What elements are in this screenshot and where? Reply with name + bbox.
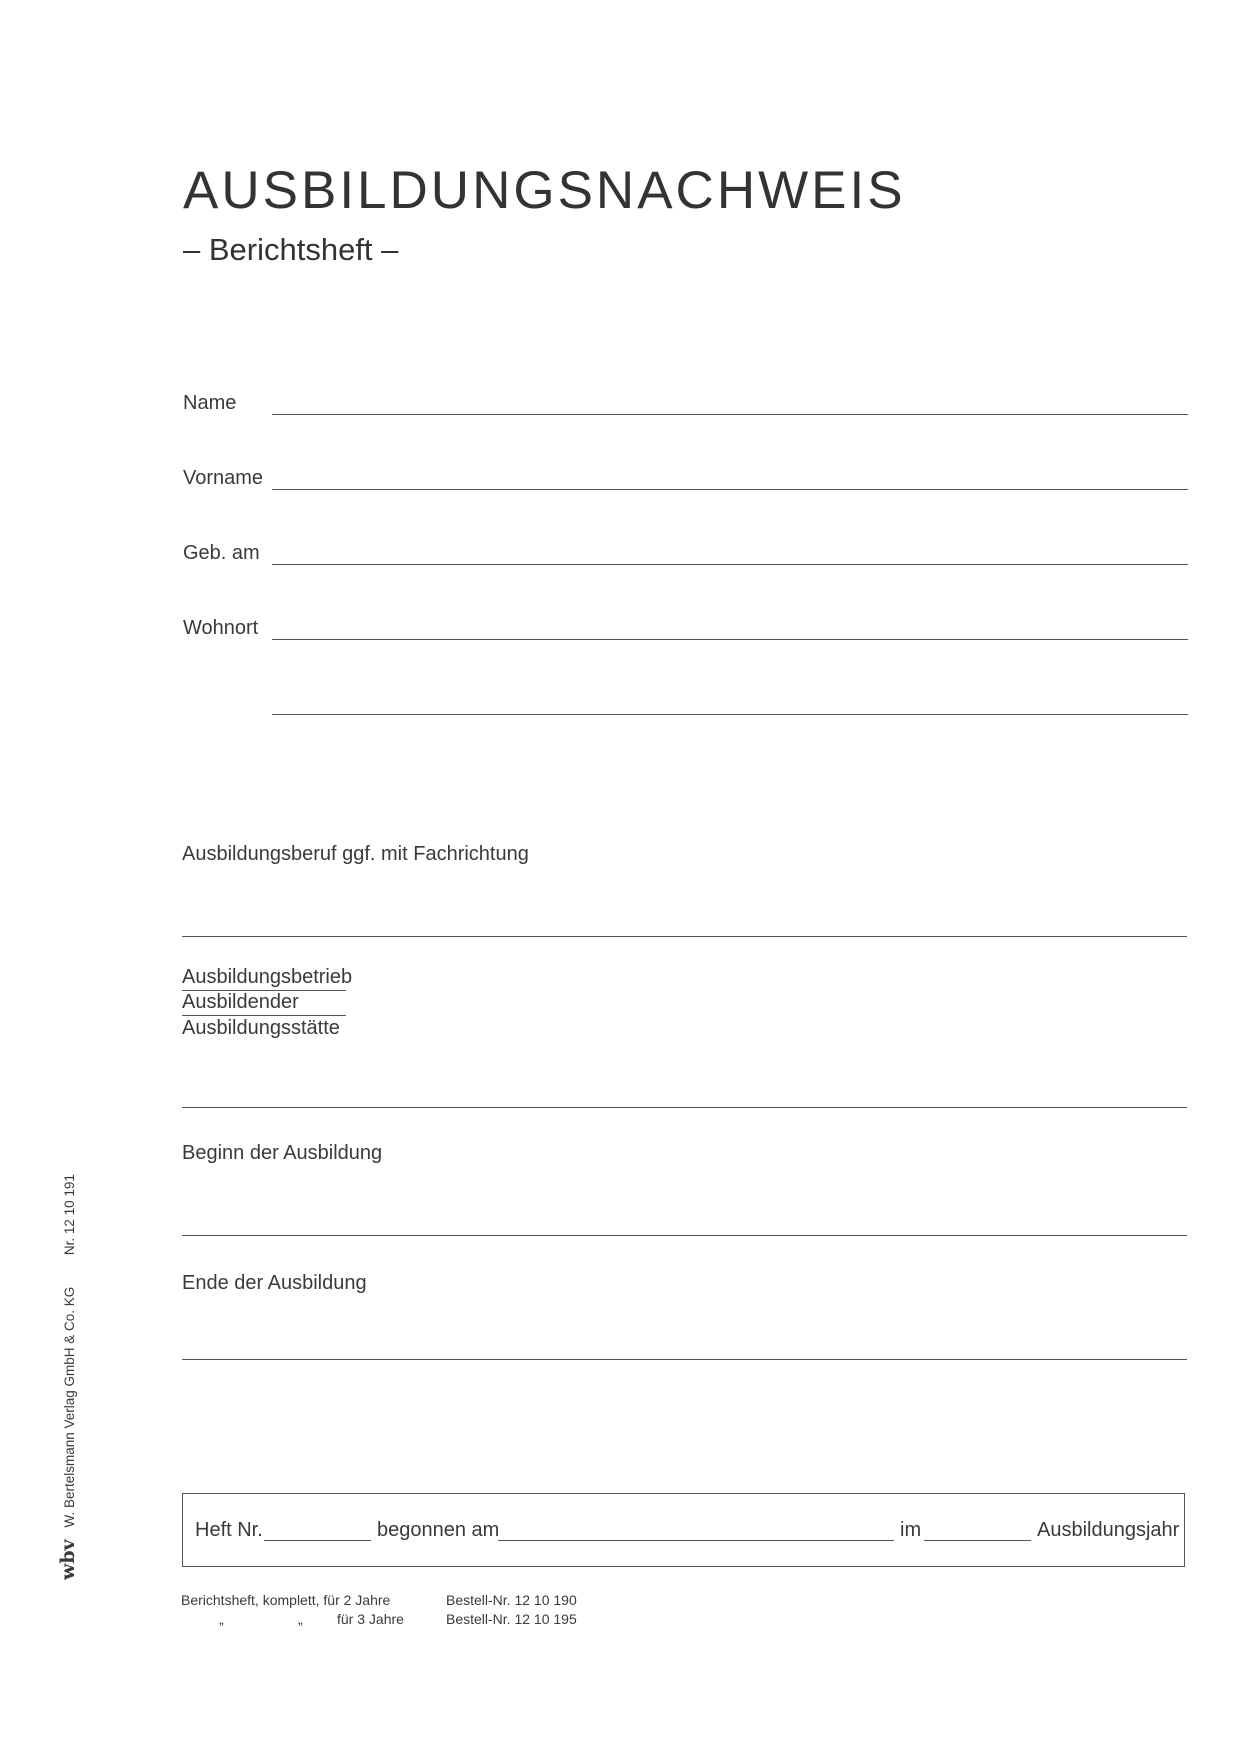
heft-nr-label: Heft Nr. bbox=[195, 1519, 263, 1541]
wohnort-field[interactable] bbox=[272, 639, 1188, 640]
vorname-label: Vorname bbox=[183, 467, 264, 489]
publication-number: Nr. 12 10 191 bbox=[62, 1174, 77, 1256]
geb-field[interactable] bbox=[272, 564, 1188, 565]
document-subtitle: – Berichtsheft – bbox=[183, 232, 399, 267]
ausbildender-option: Ausbildender bbox=[182, 991, 346, 1016]
ausbildungsjahr-field[interactable] bbox=[924, 1520, 1031, 1541]
footer-row1-text: Berichtsheft, komplett, für 2 Jahre bbox=[181, 1592, 391, 1608]
ausbildungsberuf-field[interactable] bbox=[182, 936, 1187, 937]
document-title: AUSBILDUNGSNACHWEIS bbox=[183, 161, 906, 220]
geb-label: Geb. am bbox=[183, 542, 260, 564]
footer-row2-text: für 3 Jahre bbox=[337, 1611, 404, 1627]
ausbildungsstaette-label: Ausbildungsstätte bbox=[182, 1017, 340, 1039]
heft-nr-field[interactable] bbox=[264, 1520, 371, 1541]
footer-row2-order: Bestell-Nr. 12 10 195 bbox=[446, 1611, 577, 1627]
ausbildungsbetrieb-field[interactable] bbox=[182, 1107, 1187, 1108]
beginn-field[interactable] bbox=[182, 1235, 1187, 1236]
wohnort-label: Wohnort bbox=[183, 617, 259, 639]
ausbildender-label bbox=[182, 991, 346, 1016]
begonnen-field[interactable] bbox=[498, 1520, 894, 1541]
heft-box bbox=[182, 1493, 1185, 1567]
ausbildungsbetrieb-label bbox=[182, 966, 353, 991]
ausbildungsjahr-label: Ausbildungsjahr bbox=[1037, 1519, 1180, 1541]
name-field[interactable] bbox=[272, 414, 1188, 415]
wohnort-field-2[interactable] bbox=[272, 714, 1188, 715]
footer-row1-order: Bestell-Nr. 12 10 190 bbox=[446, 1592, 577, 1608]
vorname-field[interactable] bbox=[272, 489, 1188, 490]
beginn-label: Beginn der Ausbildung bbox=[182, 1142, 383, 1164]
footer-row2-ditto-2: „ bbox=[298, 1611, 303, 1627]
ausbildungsbetrieb-option: Ausbildungsbetrieb bbox=[182, 966, 346, 991]
begonnen-label: begonnen am bbox=[377, 1519, 500, 1541]
wbv-logo: wbv bbox=[57, 1539, 79, 1580]
ausbildungsberuf-label: Ausbildungsberuf ggf. mit Fachrichtung bbox=[182, 843, 529, 865]
ende-label: Ende der Ausbildung bbox=[182, 1272, 367, 1294]
name-label: Name bbox=[183, 392, 237, 414]
im-label: im bbox=[900, 1519, 922, 1541]
footer-row2-ditto-1: „ bbox=[219, 1611, 224, 1627]
publisher-name: W. Bertelsmann Verlag GmbH & Co. KG bbox=[62, 1286, 77, 1528]
ende-field[interactable] bbox=[182, 1359, 1187, 1360]
side-imprint bbox=[57, 1174, 79, 1580]
